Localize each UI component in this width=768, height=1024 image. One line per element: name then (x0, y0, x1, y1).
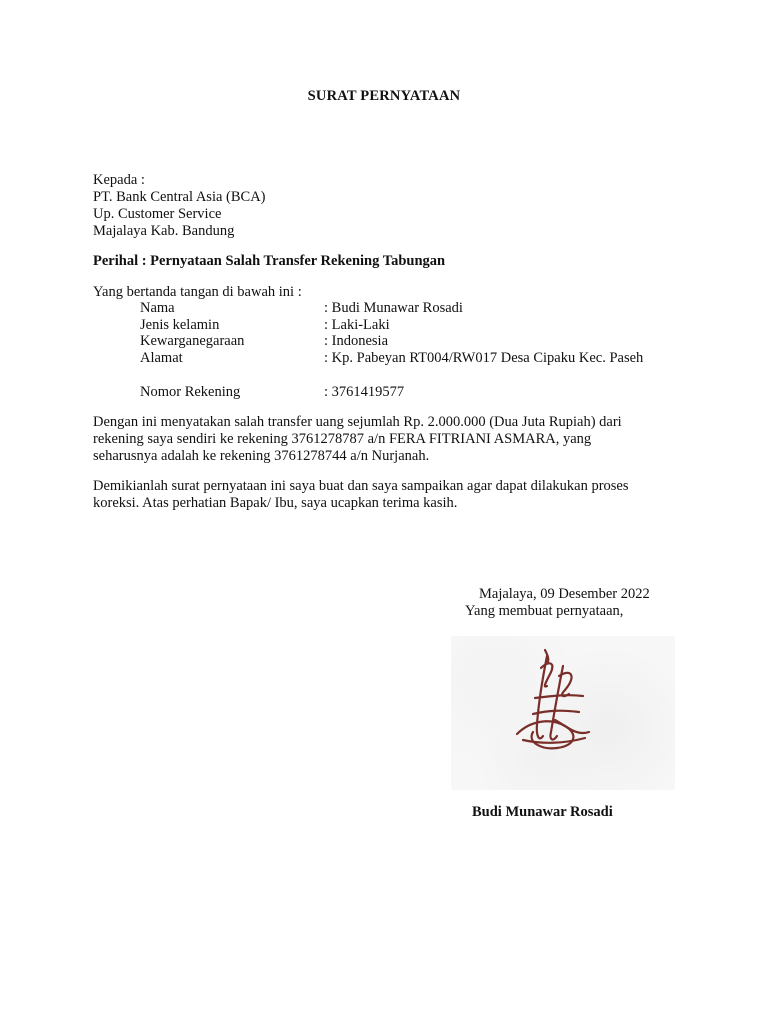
field-label: Kewarganegaraan (140, 333, 245, 349)
signature-icon (451, 636, 675, 790)
field-value: : Indonesia (324, 333, 389, 349)
signer-caption: Yang membuat pernyataan, (465, 603, 624, 619)
place-date: Majalaya, 09 Desember 2022 (479, 586, 650, 602)
field-value: : 3761419577 (324, 384, 405, 400)
paragraph-line: rekening saya sendiri ke rekening 3761278787 a/n FERA FITRIANI ASMARA, yang (93, 431, 592, 447)
signature-image (451, 636, 675, 790)
closing-paragraph (93, 478, 693, 512)
field-label: Jenis kelamin (140, 317, 220, 333)
field-label: Alamat (140, 350, 183, 366)
recipient-line-2: PT. Bank Central Asia (BCA) (93, 189, 266, 205)
field-value: : Laki-Laki (324, 317, 390, 333)
field-value: : Budi Munawar Rosadi (324, 300, 463, 316)
field-label: Nama (140, 300, 175, 316)
paragraph-line: seharusnya adalah ke rekening 3761278744 a/n Nurjanah. (93, 448, 430, 464)
field-value: : Kp. Pabeyan RT004/RW017 Desa Cipaku Kec. Paseh (324, 350, 644, 366)
signer-name: Budi Munawar Rosadi (472, 804, 613, 820)
recipient-line-3: Up. Customer Service (93, 206, 222, 222)
subject-line: Perihal : Pernyataan Salah Transfer Rekening Tabungan (93, 253, 446, 269)
recipient-line-1: Kepada : (93, 172, 145, 188)
recipient-block (93, 172, 266, 240)
paragraph-line: Demikianlah surat pernyataan ini saya buat dan saya sampaikan agar dapat dilakukan proses (93, 478, 629, 494)
field-label: Nomor Rekening (140, 384, 241, 400)
statement-paragraph (93, 414, 693, 465)
paragraph-line: koreksi. Atas perhatian Bapak/ Ibu, saya ucapkan terima kasih. (93, 495, 458, 511)
recipient-line-4: Majalaya Kab. Bandung (93, 223, 235, 239)
paragraph-line: Dengan ini menyatakan salah transfer uang sejumlah Rp. 2.000.000 (Dua Juta Rupiah) dari (93, 414, 622, 430)
document-title: SURAT PERNYATAAN (307, 88, 461, 104)
intro-line: Yang bertanda tangan di bawah ini : (93, 284, 302, 300)
